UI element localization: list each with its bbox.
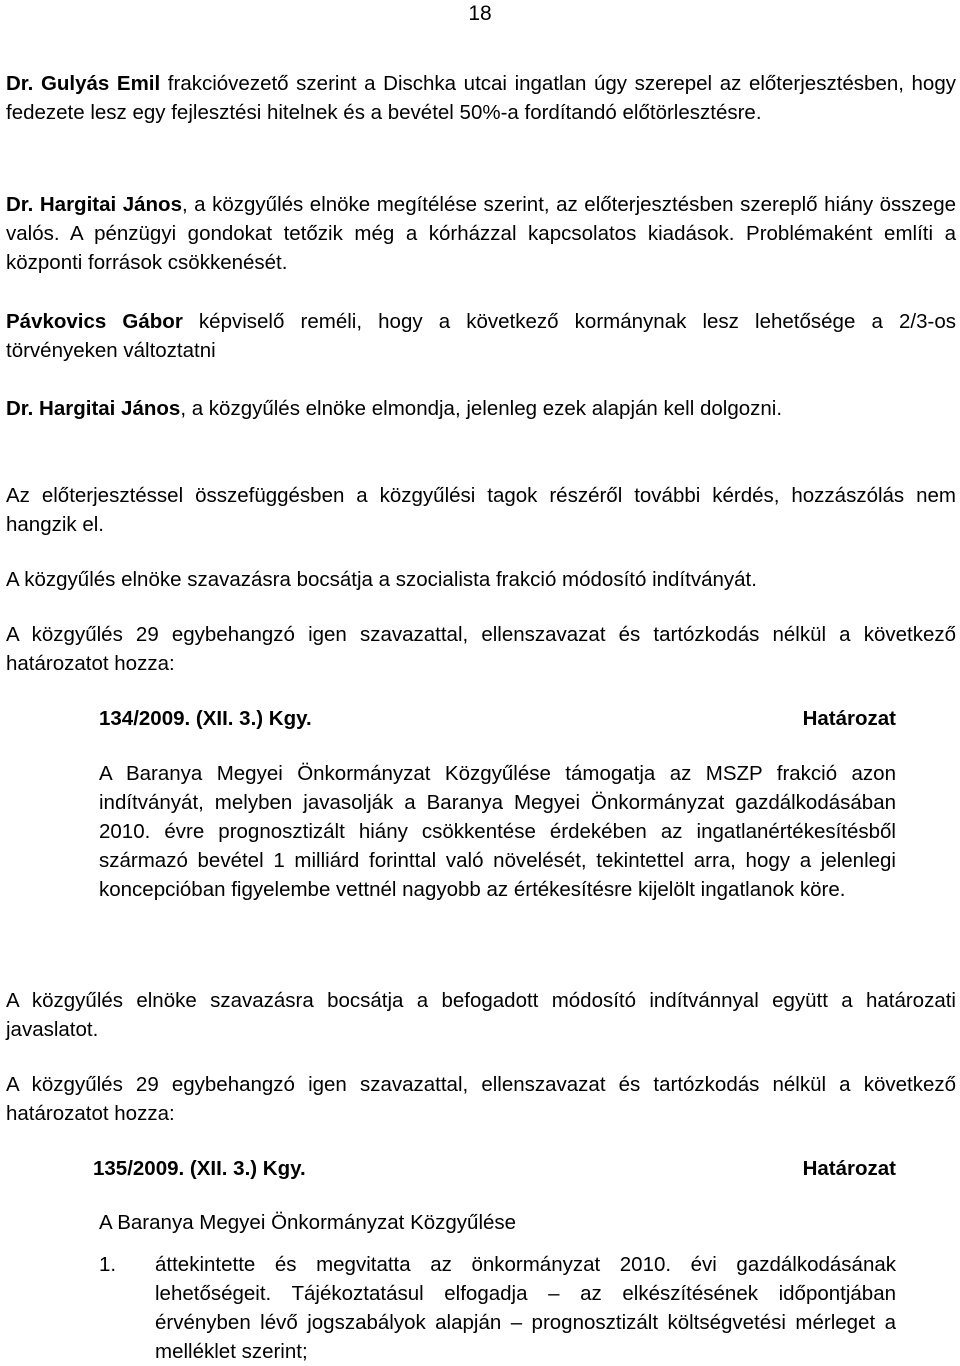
speaker-name: Dr. Hargitai János — [6, 397, 181, 420]
paragraph-text: , a közgyűlés elnöke megítélése szerint, az előterjesztésben szereplő hiány összege valós. A pénzügyi gondokat tetőzik még a kórházzal kapcsolatos kiadások. Problémaként említi a központi források csökkenését. — [6, 193, 956, 274]
page-number: 18 — [468, 2, 492, 25]
resolution-intro-2: A Baranya Megyei Önkormányzat Közgyűlése — [99, 1211, 517, 1234]
paragraph-hargitai-2 — [6, 394, 956, 423]
resolution-heading-2 — [93, 1154, 896, 1183]
paragraph-text: , a közgyűlés elnöke elmondja, jelenleg ezek alapján kell dolgozni. — [180, 397, 783, 420]
paragraph-vote-call-1: A közgyűlés elnöke szavazásra bocsátja a szocialista frakció módosító indítványát. — [6, 568, 757, 591]
resolution-id: 134/2009. (XII. 3.) Kgy. — [99, 707, 312, 730]
paragraph-vote-call-2: A közgyűlés elnöke szavazásra bocsátja a befogadott módosító indítvánnyal együtt a határozati javaslatot. — [6, 989, 956, 1041]
paragraph-gulyas — [6, 69, 956, 127]
resolution-body-1: A Baranya Megyei Önkormányzat Közgyűlése támogatja az MSZP frakció azon indítványát, melyben javasolják a Baranya Megyei Önkormányzat gazdálkodásában 2010. évre prognosztizált hiány csökkentése érdekében az ingatlanértékesítésből származó bevétel 1 milliárd forinttal való növelését, tekintettel arra, hogy a jelenlegi koncepcióban figyelembe vettnél nagyobb az értékesítésre kijelölt ingatlanok köre. — [99, 762, 896, 901]
paragraph-vote-result-1: A közgyűlés 29 egybehangzó igen szavazattal, ellenszavazat és tartózkodás nélkül a következő határozatot hozza: — [6, 623, 956, 675]
resolution-heading-1 — [99, 704, 896, 733]
speaker-name: Dr. Hargitai János — [6, 193, 182, 216]
speaker-name: Dr. Gulyás Emil — [6, 72, 161, 95]
paragraph-no-comments: Az előterjesztéssel összefüggésben a közgyűlési tagok részéről további kérdés, hozzászólás nem hangzik el. — [6, 484, 956, 536]
resolution-id: 135/2009. (XII. 3.) Kgy. — [93, 1157, 306, 1180]
paragraph-vote-result-2: A közgyűlés 29 egybehangzó igen szavazattal, ellenszavazat és tartózkodás nélkül a következő határozatot hozza: — [6, 1073, 956, 1125]
list-item-number: 1. — [99, 1253, 117, 1276]
paragraph-hargitai-1 — [6, 190, 956, 277]
speaker-name: Pávkovics Gábor — [6, 310, 183, 333]
paragraph-pavkovics — [6, 307, 956, 365]
paragraph-text: képviselő reméli, hogy a következő kormánynak lesz lehetősége a 2/3-os törvényeken változtatni — [6, 310, 956, 362]
paragraph-text: frakcióvezető szerint a Dischka utcai ingatlan úgy szerepel az előterjesztésben, hogy fedezete lesz egy fejlesztési hitelnek és a bevétel 50%-a fordítandó előtörlesztésre. — [6, 72, 956, 124]
resolution-type: Határozat — [802, 1157, 896, 1180]
list-item-text: áttekintette és megvitatta az önkormányzat 2010. évi gazdálkodásának lehetőségeit. Tájékoztatásul elfogadja – az elkészítésének időpontjában érvényben lévő jogszabályok alapján – prognosztizált költségvetési mérleget a melléklet szerint; — [155, 1253, 896, 1363]
resolution-type: Határozat — [802, 707, 896, 730]
